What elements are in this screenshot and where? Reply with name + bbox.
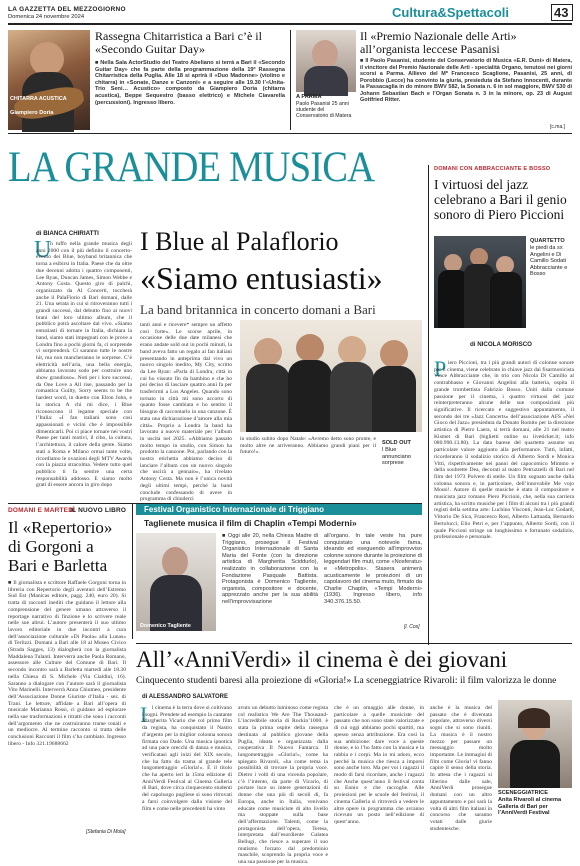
blue-caption-tag: SOLD OUT xyxy=(382,440,411,446)
anniverdi-col1: l cinema è la terra dove si coltivano i sogni. Prendete ad esempio la cantante Margherita Vicario che col primo film da regista, ha conquistato il Nastro d’argento per la miglior colonna sonora firmata con Dade. Una musica ipnotica ad una pace orecchi di danza e musica, verificatasi agli inizi del XIX secolo, che ha fatto da trama al grande tele lungometraggio «Gloria!». È il titolo che ha aperto ieri la 15ma edizione di AnniVerdi Festival al Cinema Galleria di Bari, dove circa cinquecento studenti del capoluogo pugliese si sono ritrovati a farsi coinvolgere dalla visione del film e come nelle precedenti ha vinto xyxy=(142,705,232,812)
triggiano-body-2: all’organo. In tale veste ha pure conquistato una notevole fama, ideando ed eseguendo all’improvviso colonne sonore durante la proiezione di leggendari film muti, come «Nosferatu» e «Metropolis». Stasera animerà acusticamente le proiezioni di un capolavoro del cinema muto, firmato da Charlie Chaplin, «Tempi Moderni» (1936). Ingresso libero, info 340.376.15.50. xyxy=(324,533,422,605)
gorgoni-headline: Il «Repertorio» di Gorgoni a Bari e Barletta xyxy=(8,518,113,575)
gorgoni-kicker-1: DOMANI E MARTEDÌ xyxy=(8,507,76,514)
tagliente-photo xyxy=(136,533,216,631)
jazz-body: iero Piccioni, tra i più grandi autori di colonne sonore per il cinema, viene celebrato in chiave jazz dai fisarmonicista Vince Abbracciante che, in trio con Nicola Di Camillo al contrabbasso e Giovanni Angelini alla batteria, ospita il grande trombettista Fabrizio Bosso. Uniti dalla comune passione per il cinema, i quattro virtuosi del jazz reinterpreteranno alcune delle sue composizioni più significative. Il ricercato e suggestivo appuntamento, il secondo dei tre «Jazz Concerts» dell’associazione AFS «Nel Gioco del Jazz» presieduta da Donato Romito per la direzione artistica di Pietro Laera, si terrà domani, alle 21 nel teatro Kismet di Bari (biglietti online su liveticket.it; info 080.990.13.80). La data barese del quartetto assume un particolare valore aggiunto alla performance. Tutti, infatti, ricorderanno il sodalizio storico di Alberto Sordi e Monica Vitti, rispettivamente nei panni del capocomico Mimmo e della soubrette Dea, decorati al teatro Petruzzelli di Bari nel film del 1973 Polvere di stelle. Un film sognato anche dalla colonna sonora e, in particolare, dell’innovabile Me vojo Mossi!. Autore di quelle musiche è stato il compositore e musicista jazz romano Piero Piccioni, che, nella sua carriera artistica, ha scritto musiche per i film di alcuni tra i più grandi registi della settima arte: Luchino Visconti, Jean-Luc Godard, Vittorio De Sica, Francesco Rosi, Alberto Lattuada, Bernardo Bertolucci, Elio Petri e, per l’appunto, Alberto Sordi, con il quale Piccioni stringe un lunghissimo e fortunato sodalizio, professionale e personale. xyxy=(434,360,574,541)
blue-col3: in studio subito dopo Natale: «Avremo detto sono pronte, e molto altre ne arriveranno. Abbiamo grandi piani per il futuro!». xyxy=(240,436,376,456)
anniverdi-headline: All’«AnniVerdi» il cinema è dei giovani xyxy=(136,647,508,672)
guitar-caption-name: Giampiero Doria xyxy=(10,110,54,116)
blue-byline: di BIANCA CHIRIATTI xyxy=(36,230,99,237)
jazz-caption-text: le piedi da sx Angelini e Di Camillo Sodati Abbracciante e Bosso xyxy=(530,245,568,278)
right-col-divider xyxy=(428,165,429,645)
top-section-rule xyxy=(8,133,572,134)
top-divider xyxy=(290,30,291,130)
masthead-paper: LA GAZZETTA DEL MEZZOGIORNO xyxy=(8,6,126,13)
gorgoni-credit: [Stefania Di Mola] xyxy=(86,829,126,835)
anniverdi-top-rule xyxy=(136,643,572,644)
blue-headline-2: «Siamo entusiasti» xyxy=(140,260,383,296)
tagliente-caption: Domenico Tagliente xyxy=(140,623,191,629)
pasanisi-photo xyxy=(296,30,356,92)
pasanisi-headline: Il «Premio Nazionale delle Arti» all’organista leccese Pasanisi xyxy=(360,29,517,56)
jazz-dropcap: P xyxy=(434,356,447,381)
jazz-kicker: DOMANI CON ABBRACCIANTE E BOSSO xyxy=(434,166,551,172)
blue-headline-1: I Blue al Palaflorio xyxy=(140,227,339,256)
mid-col-divider xyxy=(132,503,133,639)
triggiano-kicker: Festival Organistico Internazionale di Triggiano xyxy=(144,505,325,514)
anniverdi-col3: che è un omaggio alle donne, in particolare a quelle musiciste del passato che non sono state valorizzate e di cui oggi abbiamo pochi spartiti, ma spesso senza attribuzione. Era così la sua ambizione: dare voce a queste donne, e io l’ho fatto con la musica e la rabbia e i corpi. Ma io mi adoro, ecco perché la musica che riesca a imporsi sono anche loro. Ma per voi i ragazzi il modo di farsi ricordare, anche i ragazzi che Anche quest’anno il festival conta su Ennio e che raccoglie. Alle proiezioni per le scuole del festival, il cinema Galleria si ritroverà a vedere le altre opere in programma che avranno ricevuto un posto nell’edizione di quest’anno. xyxy=(334,705,424,825)
blue-col2: tanti anni e ricevere* sempre un affetto così forte». Le scorse aprile, in occasione delle due date milanesi che erano andate sold out in pochi minuti, la band aveva fatto un regalo ai fan italiani presentando in anteprima dal vivo un nuovo singolo inedito, My City, scritto da Lee Ryan: «Parla di Londra, città in cui ho vissuto fin da bambino e che ho poi deciso di lasciare quattro anni fa per trasferirmi a Los Angeles. Quando sono tornato in città mi sono accorto di quanto fosse cambiata e ho sentito il bisogno di raccontarlo in una canzone. È stata una dichiarazione d’amore alla mia città». Proprio a Londra la band ha lavorato a nuovo materiale per l’album in uscita nel 2025. «Abbiamo passato molto tempo in studio, con Simon ha prodotto la canzone. Poi, parlando con la nostra etichetta abbiamo deciso di lanciare l’album con un nuovo singolo che uscirà a gennaio», ha rivelato Antony Costa. Ma non è l’unica novità degli ultimi tempi, perché la band conclude confessando di avere in programma di chiuderci xyxy=(140,322,232,503)
pasanisi-credit: [c.ma.] xyxy=(550,124,566,130)
rivaroli-caption-tag: SCENEGGIATRICE xyxy=(498,790,548,796)
jazz-byline: di NICOLA MORISCO xyxy=(470,341,532,348)
guitar-caption-tag: CHITARRA ACUSTICA xyxy=(10,96,67,102)
anniverdi-subhead: Cinquecento studenti baresi alla proiezione di «Gloria!» La sceneggiatrice Rivaroli: il film valorizza le donne xyxy=(136,675,557,686)
anniverdi-col2: avuto un debutto luminoso come regista col realistico We Are The Thousand-L’incredibile storia di Rockin’1000. è stata la prima ospite della rassegna destinata al pubblico giovane della Puglia, ideata e organizzata dalla cooperativa Il Nuovo Fantarca. Il lungometraggio «Gloria!», come ha spiegato Rivaroli, «ha come tema la possibilità di trovare la propria voce. Dietro i volti di una vicenda popolare, c’è l’intento, da parte di Vicario, di portare luce su intere generazioni di donne che una più di secoli di, fa Europa, anche in Italia, venivano educate come musiciste di alto livello ma stoppate sulla base dell’affermazione. Talenti, come la protagonista dell’opera, Teresa, interpretata dall’esordiente Galatea Bellugi, che riesce a superare il suo mutismo forzato dal predominio maschile, scoprendo la propria voce e una sua passione per la musica. xyxy=(238,705,328,866)
anniverdi-col4: anche è la musica del passato che è diventata popolare, attraverso diversi sogni che si sono riuniti. La musica è il nostro mezzo per passare un messaggio molto importante. Le immagini di film come Gloria! vi fanno capire il senso della storia. In attesa che i ragazzi si liberino dalle sale, AnniVerdi prosegue domani con un altro appuntamento e poi sarà la volta di altri film italiani in concorso che saranno votati dalle giurie studentesche. xyxy=(430,705,492,832)
gorgoni-kicker-2: IL NUOVO LIBRO xyxy=(70,507,127,514)
blue-subhead: La band britannica in concerto domani a Bari xyxy=(140,302,376,317)
guitar-headline: Rassegna Chitarristica a Bari c’è il «Secondo Guitar Day» xyxy=(95,29,262,56)
pasanisi-body: ■ Il Paolo Pasanisi, studente del Conservatorio di Musica «E.R. Duni» di Matera, il vincitore del Premio Nazionale delle Arti - specialità Organo, tenutosi nei giorni scorsi a Parma. Allievo del Mº Francesco Scaglione, Pasanisi, 25 anni, di Porobbio (Lecce) ha convinto la giuria, presieduta da Stefano Innocenti, durante la Passacaglia in do minore BWV 582, la Sonata n. 6 in sol maggiore, BWV 530 di Johann Sebastian Bach e l’Organ Sonata n. 3 in la minore, op. 23 di August Gottfried Ritter. xyxy=(360,58,572,103)
section-banner: LA GRANDE MUSICA xyxy=(8,144,375,191)
guitar-body: ■ Nella Sala ActorStudio del Teatro Abeliano si terrà a Bari il «Secondo Guitar Day» che fa parte della programmazione della 19ª Rassegna Chitarristica della Puglia. Alle 18 si aprirà il «Duo Madonne» (violino e chitarra) in «Sonate, Danze e Canzoni» e a seguire alle 19.30 l’«Unita-Trio Seni… Acustico» composto da Giampiero Doria (chitarra acustica), Beppe Sequestro (basso elettrico) e Michele Ciavarella (percussioni). Ingresso libero. xyxy=(95,60,285,106)
blue-band-photo xyxy=(240,320,422,432)
triggiano-body-1: ■ Oggi alle 20, nella Chiesa Madre di Triggiano, prosegue il Festival Organistico Internazionale di Santa Maria del Fonte (con la direzione artistica di Margherita Sciddurlo), realizzato in collaborazione con la Fondazione Pasquale Battista. Protagonista è Domenico Tagliente, organista, compositore e docente, apprezzato anche per la sua abilità nell’improvvisazione xyxy=(222,533,318,605)
masthead-date: Domenica 24 novembre 2024 xyxy=(8,14,85,20)
masthead-rule xyxy=(8,23,572,25)
pasanisi-caption-text: Paolo Pasanisi 25 anni studente del Conservatorio di Matera xyxy=(296,101,352,120)
blue-caption-text: I Blue annunciano sorprese xyxy=(382,447,411,467)
triggiano-credit: [l. Cos] xyxy=(404,624,420,630)
blue-col1: n tuffo nella grande musica degli anni 2000 con il più definito il concerto-evento dei Blue, boyband britannica che torna a esibirsi in Italia. Paese che da oltre due decenni adotta i quattro componenti, Lee Ryan, Duncan James, Simon Webbe e Antony Costa. Questo giro di palchi, organizzato da Al Concerti, toccherà anche il PalaFlorio di Bari domani, dalle 21. Una serata in cui si ritroveranno tutti i grandi successi, dal debutto fino ai nuovi brani del loro ultimo album, che il pubblico potrà ascoltare dal vivo. «Siamo entusiasti di tornare in Italia, dichiara la band, siamo stati impegnati con le prove a Londra fino a pochi giorni fa, ci sorprende vi sorprenderà. Ci saranno tutte le nostre hit, ma non mancheranno le sorprese. C’è elettricità nell’aria, una bella energia, abbiamo lavorato sodo per costruire uno show grandioso». Noti per i loro successi, da One Love a All rise, passando per la romantica Guilty, Sorry seems to be the hardest word, in duetto con Elton John, e la storica A chi mi dice, i Blue riconoscono il legame speciale con l’Italia: «I fan italiani sono così appassionati e vicini che è impossibile dimenticarli. Poi ci piace tornare nei vostri Paese per tanti motivi, il cibo, la cultura, l’architettura, il calore della gente. Siamo stati a Roma e Milano ormai tante volte, ricordiamo le ovazioni degli MTV Awards con la piazza stracolma. Vedere tutto quel pubblico ti fa sentire una certa responsabilità addosso. E siamo molto grati di essere ancora in giro dopo xyxy=(36,241,132,489)
triggiano-headline: Taglienete musica il film di Chaplin «Tempi Moderni» xyxy=(144,518,357,528)
rivaroli-caption-text: Anita Rivaroli al cinema Galleria di Bari per l’AnniVerdi Festival xyxy=(498,797,562,817)
anniverdi-dropcap: I xyxy=(140,702,148,727)
gorgoni-body: ■ Il giornalista e scrittore Raffaele Gorgoni torna in libreria con Repertorio degli aventuri dell’Estremo Sud Est (Manicas editore, pagg. 240, euro 20). Si tratta di racconti inediti che guidano il lettore alla comprensione del genere umano attraverso il reportage narrativo di finzione e lo scrivere reale nelle sue altrui. L’autore presenterà il suo ultimo lavoro editoriale in due incontri a cura dell’associazione culturale «Di Paola» alla Lunas» di Terlizzi. Domani a Bari alle 18 al Museo Civico (Strada Sagges, 13) dialogherà con la giornalista Maddalena Tulanti. Interverrà anche Paola Romano, assessore alle Culture del Comune di Bari. Il secondo incontro sarà a Barletta martedì alle 18.30 nella Chiesa di S. Michele (Via Cialdini, 16). Saranno a dialogare con l’autore sarà il giornalista Vito Marinelli. Interverrà Anna Chiumeo, presidente dell’Associazione Donne Giuriste d’Italia - sez. di Trani. Le letture, affidate a Bari all’opera di musicale Marianna Rossi, ci guidano ad esplorare nella sue trasformazioni e ritratti che sono i racconti dell’argomento che ne costruiranno trame tonali e un mediocre. Al termine racconto si tratta delle conclusioni Racconti il film s’ha cambiato. Ingresso libero - Info 321.19688662 xyxy=(8,580,126,747)
jazz-headline: I virtuosi del jazz celebrano a Bari il genio sonoro di Piero Piccioni xyxy=(434,177,567,222)
rivaroli-photo xyxy=(498,700,572,788)
pasanisi-caption-tag: A PARMA xyxy=(296,94,322,100)
section-name: Cultura&Spettacoli xyxy=(392,5,510,20)
jazz-caption-tag: QUARTETTO xyxy=(530,238,565,244)
jazz-quartet-photo xyxy=(434,236,526,328)
blue-dropcap: U xyxy=(34,237,52,263)
page-number: 43 xyxy=(554,5,569,20)
anniverdi-byline: di ALESSANDRO SALVATORE xyxy=(142,694,229,700)
